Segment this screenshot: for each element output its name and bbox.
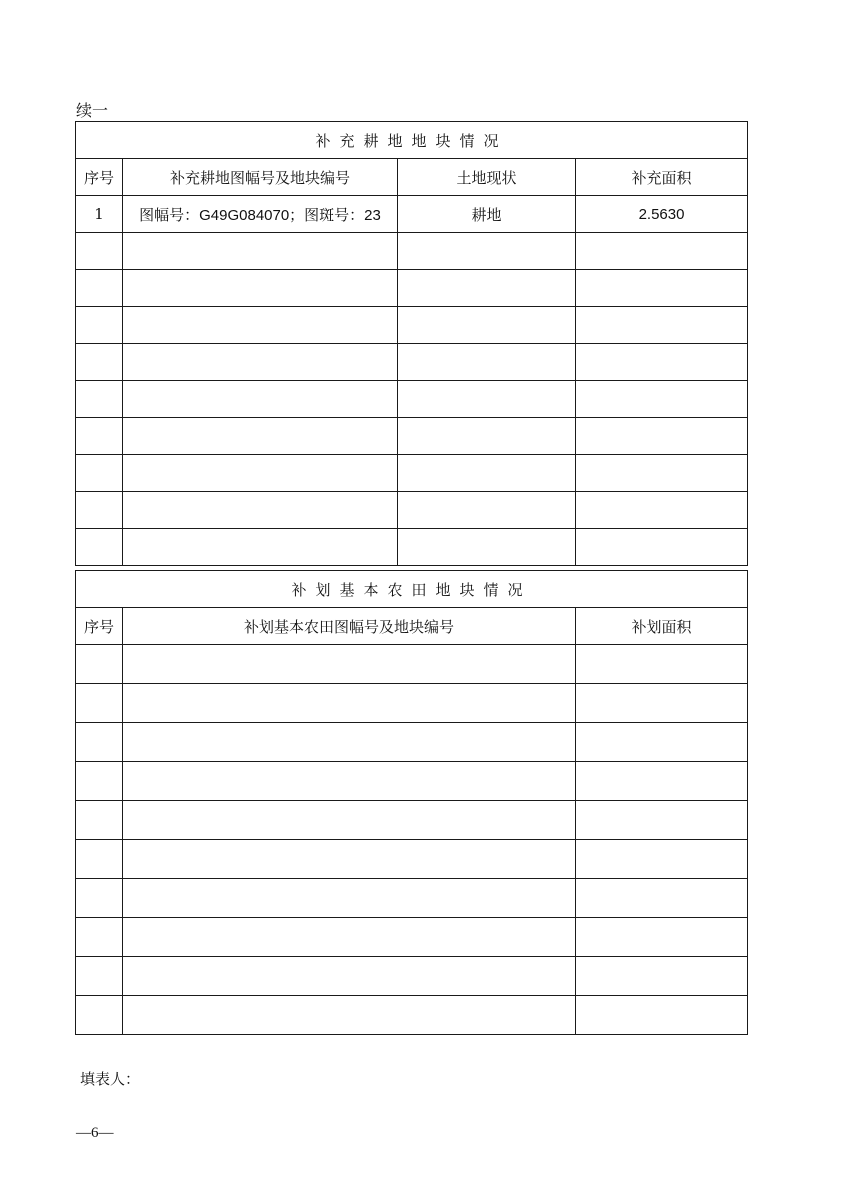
- table-cell: [576, 233, 748, 270]
- table-cell: [398, 529, 576, 566]
- table-row: [76, 840, 748, 879]
- col-header-area: 补充面积: [576, 159, 748, 196]
- section-title-basic-farmland: 补划基本农田地块情况: [76, 571, 748, 608]
- table-row: [76, 801, 748, 840]
- table-cell: [76, 529, 123, 566]
- table-cell: [76, 270, 123, 307]
- table-cell: [123, 381, 398, 418]
- table-cell: [76, 684, 123, 723]
- table-row: [76, 344, 748, 381]
- table-cell: [76, 381, 123, 418]
- table-cell: [576, 684, 748, 723]
- table-cell: [576, 381, 748, 418]
- table-cell: [123, 723, 576, 762]
- table-cell: [576, 270, 748, 307]
- table-cell: [123, 418, 398, 455]
- table-cell: [76, 879, 123, 918]
- page-number: —6—: [76, 1125, 114, 1141]
- table-cell: [76, 801, 123, 840]
- table-row: [76, 270, 748, 307]
- table-cell: [398, 381, 576, 418]
- col-header-area: 补划面积: [576, 608, 748, 645]
- table-cell: 1: [76, 196, 123, 233]
- table-cell: [576, 418, 748, 455]
- table-cell: [123, 455, 398, 492]
- table-cell: [398, 270, 576, 307]
- table-cell: [76, 307, 123, 344]
- table-cell: [76, 762, 123, 801]
- table-cell: [123, 529, 398, 566]
- table-cell: [123, 645, 576, 684]
- table-row: [76, 645, 748, 684]
- table-row: [76, 492, 748, 529]
- table-row: [76, 684, 748, 723]
- basic-farmland-table: [75, 570, 748, 1035]
- table-cell: [76, 957, 123, 996]
- table-cell: [576, 879, 748, 918]
- table-cell: [76, 645, 123, 684]
- table-cell: [76, 840, 123, 879]
- table-cell: [123, 879, 576, 918]
- table-cell: [576, 529, 748, 566]
- table-cell: [123, 957, 576, 996]
- table-cell: [76, 344, 123, 381]
- table-cell: [576, 645, 748, 684]
- filler-label: 填表人：: [80, 1070, 141, 1088]
- table-cell: [576, 918, 748, 957]
- table-cell: [398, 455, 576, 492]
- table-cell: [398, 307, 576, 344]
- table-cell: [398, 492, 576, 529]
- table-cell: [576, 455, 748, 492]
- continuation-label: 续一: [76, 101, 109, 120]
- table-row: [76, 996, 748, 1035]
- col-header-plot-id: 补充耕地图幅号及地块编号: [123, 159, 398, 196]
- table-row: [76, 196, 748, 233]
- table-row: [76, 762, 748, 801]
- table-cell: [76, 996, 123, 1035]
- col-header-index: 序号: [76, 159, 123, 196]
- table-cell: [398, 344, 576, 381]
- table-row: [76, 957, 748, 996]
- table-cell: [123, 233, 398, 270]
- table-cell: [76, 492, 123, 529]
- table-cell: 图幅号：G49G084070；图斑号：23: [123, 196, 398, 233]
- table-cell: [576, 996, 748, 1035]
- table-cell: [123, 684, 576, 723]
- table-row: [76, 381, 748, 418]
- col-header-plot-id: 补划基本农田图幅号及地块编号: [123, 608, 576, 645]
- table-cell: [123, 996, 576, 1035]
- table-cell: [576, 840, 748, 879]
- table-cell: [76, 233, 123, 270]
- supplement-farmland-table: [75, 121, 748, 566]
- table-row: [76, 233, 748, 270]
- table-cell: [576, 307, 748, 344]
- table-cell: 耕地: [398, 196, 576, 233]
- table-cell: [123, 762, 576, 801]
- table-cell: [123, 270, 398, 307]
- table-cell: [398, 418, 576, 455]
- table-cell: [123, 918, 576, 957]
- table-cell: [123, 492, 398, 529]
- col-header-land-status: 土地现状: [398, 159, 576, 196]
- table-row: [76, 418, 748, 455]
- section-title-supplement: 补充耕地地块情况: [76, 122, 748, 159]
- table-cell: [76, 918, 123, 957]
- table-row: [76, 879, 748, 918]
- table-cell: [576, 801, 748, 840]
- table-row: [76, 455, 748, 492]
- table-cell: [576, 957, 748, 996]
- table-row: [76, 723, 748, 762]
- table-cell: [123, 307, 398, 344]
- table-cell: [576, 723, 748, 762]
- table-cell: [76, 723, 123, 762]
- table-cell: [123, 801, 576, 840]
- table-cell: [76, 418, 123, 455]
- table-row: [76, 307, 748, 344]
- col-header-index: 序号: [76, 608, 123, 645]
- table-cell: [76, 455, 123, 492]
- table-row: [76, 918, 748, 957]
- table-cell: [576, 344, 748, 381]
- table-cell: [123, 344, 398, 381]
- table-cell: 2.5630: [576, 196, 748, 233]
- table-cell: [123, 840, 576, 879]
- table-cell: [576, 762, 748, 801]
- table-cell: [398, 233, 576, 270]
- table-row: [76, 529, 748, 566]
- table-cell: [576, 492, 748, 529]
